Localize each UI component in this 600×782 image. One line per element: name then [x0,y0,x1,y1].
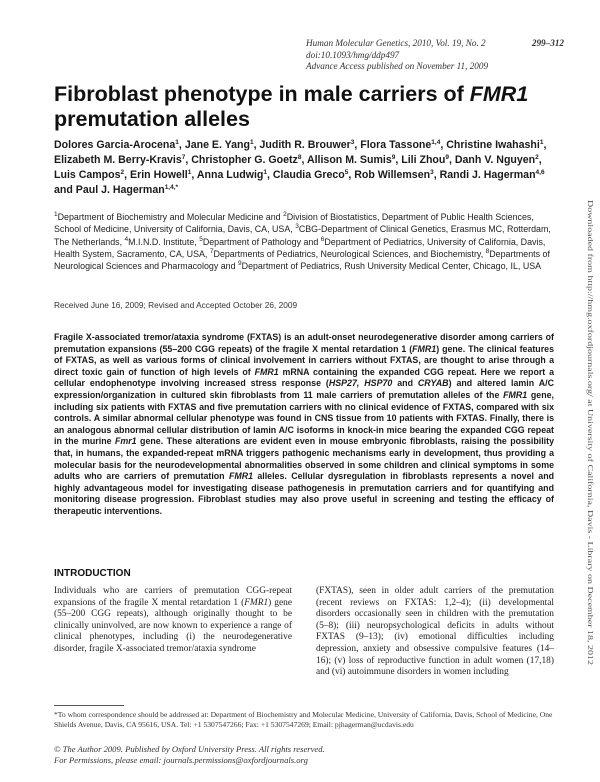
author-name: Flora Tassone [360,139,432,151]
title-gene: FMR1 [469,82,529,106]
author-name: Jane E. Yang [184,139,250,151]
author-affiliation-mark: 8 [297,154,302,161]
abstract-italic: FMR1 [503,389,528,400]
affiliation-mark: 3 [295,223,299,231]
section-heading-introduction: INTRODUCTION [54,568,131,579]
author-separator: , [348,169,355,181]
author-separator: , [124,169,131,181]
download-watermark [578,200,595,670]
author-affiliation-mark: 1 [539,139,544,146]
affiliation-mark: 2 [283,211,287,218]
page-range: 299–312 [531,38,564,48]
author-separator: , [253,139,260,151]
correspondence-footnote: *To whom correspondence should be addressed at: Department of Biochemistry and Molecular Medicine, University of California, Davis, School of Medicine, One Shields Avenue, Davis, CA 95616, USA. Tel: +1 5307547266; Fax: +1 5307547269; Email: pjhagerman@ucdavis.edu [54,710,553,729]
author [76,184,178,196]
affiliation-list [54,211,554,272]
author [191,154,301,166]
abstract [54,332,554,518]
affiliation-mark: 5 [199,235,203,243]
author-affiliation-mark: 1 [187,169,192,176]
doi: doi:10.1093/hmg/ddp497 [306,49,400,60]
author-separator: , [185,154,192,166]
abstract-italic: CRYAB [417,378,449,389]
affiliation-mark: 7 [209,247,214,255]
advance-access-note: Advance Access published on November 11, 2009 [306,61,489,71]
author [307,154,395,166]
affiliation-text: Departments of Pediatrics, Neurological Sciences, and Biochemistry, [213,248,486,259]
copyright-line: © The Author 2009. Published by Oxford University Press. All rights reserved. [54,744,325,754]
affiliation-mark: 1 [54,211,58,218]
author [354,169,433,181]
author-name: Rob Willemsen [354,169,431,181]
introduction-left-column [54,586,292,656]
author-name: Lili Zhou [401,154,446,166]
author [130,169,191,181]
author [197,169,267,181]
author-separator: , [449,154,455,166]
author-separator: , [395,154,402,166]
author-separator: , [301,154,307,166]
author-affiliation-mark: 3 [350,139,355,146]
title-text: Fibroblast phenotype in male carriers of [54,82,470,106]
page-footer [54,744,554,766]
author-affiliation-mark: 1 [249,139,254,146]
abstract-text: mRNA containing the expanded CGG repeat. Here we report a cellular endophenotype involving increased stress response ( [54,366,554,389]
author-name: Judith R. Brouwer [259,139,351,151]
author-affiliation-mark: 7 [181,154,186,161]
affiliation-text: Department of Biochemistry and Molecular Medicine and [57,212,284,222]
affiliation-text: CBG-Department of Clinical Genetics, Erasmus MC, Rotterdam, The Netherlands, [54,224,551,247]
author-name: Anna Ludwig [196,169,264,181]
author-affiliation-mark: 2 [120,169,125,176]
journal-citation: Human Molecular Genetics, 2010, Vol. 19, No. 2 [306,38,486,48]
author-affiliation-mark: 3 [430,169,434,176]
introduction-right-column: (FXTAS), seen in older adult carriers of the premutation (recent reviews on FXTAS: 1,2–4); (ii) developmental disorders occasionally seen in children with the premutation (5–8); (iii) neuropsychological deficits in adults without FXTAS (9–13); (iv) emotional difficulties including depression, anxiety and obsessive compulsive features (14–16); (v) loss of reproductive function in adult women (17,18) and (vi) autoimmune disorders in women including [316,586,554,678]
abstract-text: Fragile X-associated tremor/ataxia syndrome (FXTAS) is an adult-onset neurodegenerative disorder among carriers of premutation expansions (55–200 CGG repeats) of the fragile X mental retardation 1 ( [54,332,554,354]
author [360,139,440,151]
title-text-line2: premutation alleles [54,107,250,131]
author-name: Paul J. Hagerman [75,184,165,196]
author-affiliation-mark: 9 [445,154,449,161]
abstract-italic: HSP27, HSP70 [328,378,393,389]
author-name: Randi J. Hagerman [439,169,536,181]
author-separator: , [543,139,547,151]
affiliation-text: Department of Pediatrics, Rush University Medical Center, Chicago, IL, USA [241,261,542,272]
author-name: Erin Howell [130,169,188,181]
author [401,154,449,166]
abstract-text: ) and altered lamin A/C expression/organization in cultured skin fibroblasts from 11 male carriers of premutation alleles of the [54,378,554,400]
author-name: Allison M. Sumis [306,154,392,166]
abstract-text: ) gene. The clinical features of FXTAS, as well as various forms of clinical involvement in carriers without FXTAS, are thought to arise through a direct toxic gain of function of high levels of [54,343,554,377]
author-separator: and [54,184,76,196]
author-separator: , [266,169,273,181]
author [455,154,539,166]
abstract-italic: Fmr1 [114,436,137,447]
introduction-text: Individuals who are carriers of premutation CGG-repeat expansions of the fragile X mental retardation 1 ( [54,586,292,608]
affiliation-text: Division of Biostatistics, Department of Public Health Sciences, School of Medicine, University of California, Davis, CA, USA, [54,212,534,235]
abstract-text: and [392,378,418,389]
author-affiliation-mark: 1 [263,169,267,176]
affiliation-mark: 4 [124,235,129,243]
download-watermark-text: Downloaded from http://hmg.oxfordjournals.org/ at University of California, Davis - Library on December 18, 2012 [586,200,595,540]
author [260,139,355,151]
affiliation-mark: 6 [320,235,325,243]
introduction-text: ) gene (55–200 CGG repeats), although originally thought to be clinically uninvolved, are now known to experience a range of clinical phenotypes, including (i) the neurodegenerative disorder, fragile X-associated tremor/ataxia syndrome [54,597,292,654]
author-name: Christopher G. Goetz [191,154,298,166]
affiliation-text: M.I.N.D. Institute, [128,236,200,247]
author-name: Elizabeth M. Berry-Kravis [54,154,182,166]
affiliation-text: Departments of Neurological Sciences and Pharmacology and [54,248,550,272]
author-separator: , [538,154,542,166]
author-separator: , [433,169,440,181]
affiliation-mark: 9 [238,260,242,268]
abstract-text: gene. These alterations are evident even in mouse embryonic fibroblasts, raising the possibility that, in humans, the expanded-repeat mRNA triggers pathogenic mechanisms early in development, thus providing a molecular basis for the neurodevelopmental abnormalities observed in some children and clinical symptoms in some adults who are carriers of premutation [54,436,554,482]
abstract-italic: FMR1 [254,366,279,377]
author-name: Claudia Greco [272,169,345,181]
footnote-divider [54,705,124,706]
author-affiliation-mark: 1,4 [431,139,441,146]
author-affiliation-mark: 1 [175,139,179,146]
author-affiliation-mark: 9 [391,154,396,161]
author-affiliation-mark: 2 [535,154,539,161]
author-separator: , [354,139,361,151]
author [54,169,124,181]
received-dates: Received June 16, 2009; Revised and Accepted October 26, 2009 [54,300,298,310]
author-name: Christine Iwahashi [446,139,540,151]
author [446,139,543,151]
author-name: Danh V. Nguyen [454,154,536,166]
author [185,139,254,151]
abstract-italic: FMR1 [228,471,254,482]
author [54,154,185,166]
article-title [54,82,574,132]
affiliation-mark: 8 [485,247,490,255]
author-list [54,138,554,198]
author [54,139,179,151]
permissions-line: For Permissions, please email: journals.permissions@oxfordjournals.org [54,754,308,765]
author [273,169,348,181]
author-affiliation-mark: 1,4,* [164,184,179,191]
journal-header [306,38,564,73]
author-separator: , [178,139,185,151]
abstract-text: gene, including six patients with FXTAS and five premutation carriers with no clinical evidence of FXTAS, compared with six controls. A similar abnormal cellular phenotype was found in CNS tissue from 10 patients with FXTAS. Finally, there is an analogous abnormal cellular distribution of lamin A/C isoforms in knock-in mice bearing the expanded CGG repeat in the murine [54,389,554,447]
author-name: Luis Campos [54,169,121,181]
affiliation-text: Department of Pediatrics, University of California, Davis, Health System, Sacramento, CA, USA, [54,236,546,259]
author-name: Dolores Garcia-Arocena [54,139,176,151]
affiliation-text: Department of Pathology and [202,236,321,247]
author-affiliation-mark: 5 [344,169,349,176]
abstract-italic: FMR1 [412,343,437,354]
author [440,169,545,181]
abstract-text: alleles. Cellular dysregulation in fibroblasts represents a novel and highly advantageous model for investigating disease pathogenesis in premutation carriers and for quantifying and monitoring disease progression. Fibroblast studies may also prove useful in screening and testing the efficacy of therapeutic interventions. [54,471,554,516]
author-separator: , [191,169,197,181]
introduction-italic: FMR1 [244,597,269,608]
author-affiliation-mark: 4,6 [535,169,545,176]
author-separator: , [440,139,447,151]
